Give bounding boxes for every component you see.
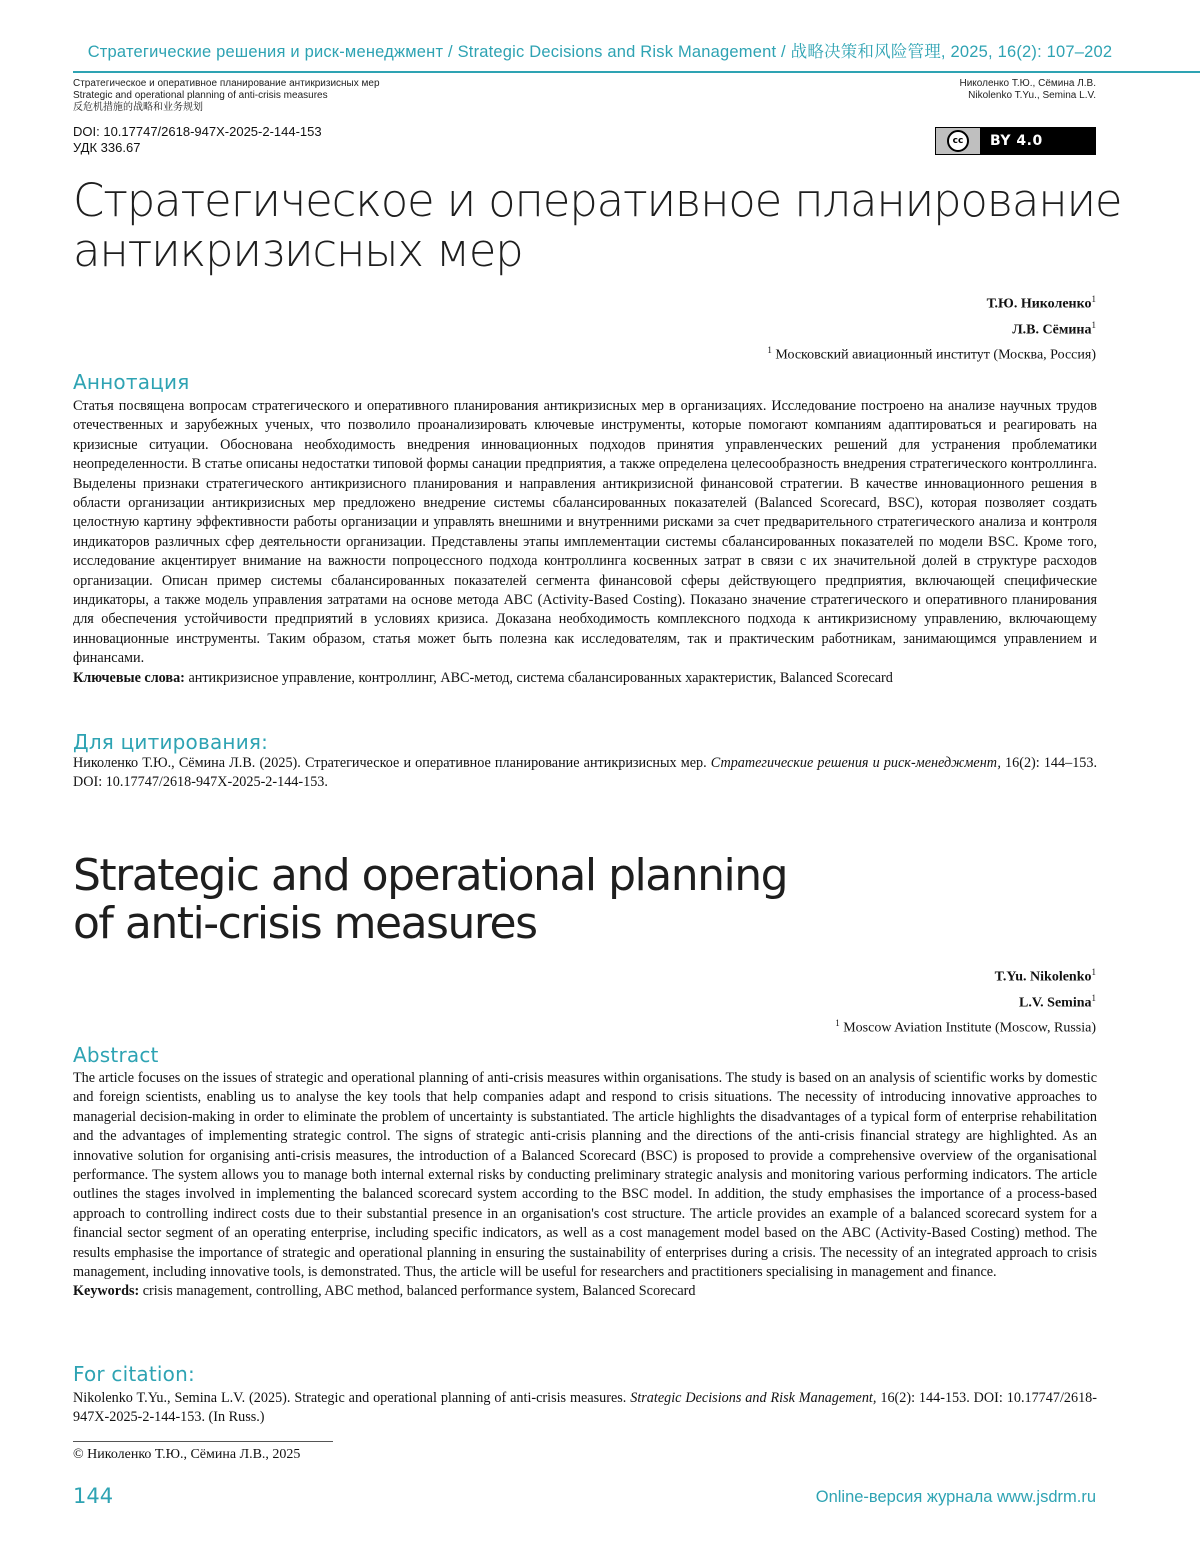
keywords-label-ru: Ключевые слова:	[73, 669, 185, 686]
doi[interactable]: DOI: 10.17747/2618-947X-2025-2-144-153	[73, 124, 322, 139]
short-authors-ru: Николенко Т.Ю., Сёмина Л.В.	[959, 78, 1096, 89]
title-en-line2: of anti-crisis measures	[73, 898, 537, 949]
affiliation-mark: 1	[767, 345, 772, 356]
cc-logo-area	[936, 128, 980, 154]
title-en-line1: Strategic and operational planning	[73, 850, 788, 901]
udk: УДК 336.67	[73, 140, 141, 155]
article-title-ru	[73, 176, 1133, 276]
citation-details-en: 16(2): 144-153. DOI: 10.17747/2618-947X-2025-2-144-153. (In Russ.)	[73, 1390, 1098, 1426]
author-name: T.Yu. Nikolenko	[994, 969, 1092, 985]
title-ru-line1: Стратегическое и оперативное планирование	[73, 174, 1122, 227]
short-title-block	[73, 78, 380, 114]
abstract-ru	[73, 397, 1097, 688]
title-ru-line2: антикризисных мер	[73, 224, 523, 277]
short-title-en: Strategic and operational planning of anti-crisis measures	[73, 90, 328, 101]
creative-commons-icon: cc	[947, 130, 969, 152]
citation-text-en: Nikolenko T.Yu., Semina L.V. (2025). Strategic and operational planning of anti-crisis measures.	[73, 1390, 627, 1406]
page-number: 144	[73, 1484, 114, 1508]
affiliation-mark: 1	[835, 1018, 840, 1029]
authors-ru	[767, 289, 1096, 366]
abstract-heading-ru: Аннотация	[73, 370, 190, 394]
citation-journal-en: Strategic Decisions and Risk Management,	[630, 1390, 877, 1406]
article-title-en	[73, 852, 1133, 948]
abstract-en	[73, 1069, 1097, 1302]
abstract-text-en: The article focuses on the issues of strategic and operational planning of anti-crisis measures within organisations. The study is based on an analysis of scientific works by domestic and foreign scientists, enabling us to analyse the key tools that help companies adapt and respond to crisis situations. The necessity of introducing innovative approaches to managerial decision-making in order to eliminate the problem of uncertainty is substantiated. The article highlights the disadvantages of a typical form of enterprise rehabilitation and the advantages of implementing strategic control. The signs of strategic anti-crisis planning and the directions of the anti-crisis financial strategy are highlighted. As an innovative solution for organising anti-crisis measures, the introduction of a Balanced Scorecard (BSC) is proposed to provide a comprehensive overview of the organisational performance. The system allows you to manage both internal external risks by conducting preliminary strategic analysis and monitoring various performing indicators. The article outlines the stages involved in implementing the balanced scorecard system according to the BSC model. In addition, the study emphasises the importance of a process-based approach to controlling indirect costs due to their substantial presence in an organisation's cost structure. The article provides an example of a balanced scorecard system for a financial sector segment of an operating enterprise, including specific indicators, as well as a cost management model based on the ABC (Activity-Based Costing) method. The results emphasise the importance of strategic and operational planning in ensuring the sustainability of enterprises during a crisis. The necessity of an integrated approach to crisis management, including innovative tools, is demonstrated. Thus, the article will be useful for researchers and practitioners specialising in management and finance.	[73, 1070, 1097, 1281]
citation-text-ru: Николенко Т.Ю., Сёмина Л.В. (2025). Стратегическое и оперативное планирование антикризисных мер.	[73, 755, 707, 771]
keywords-en: crisis management, controlling, ABC method, balanced performance system, Balanced Scorecard	[142, 1283, 696, 1300]
running-head: Стратегические решения и риск-менеджмент / Strategic Decisions and Risk Management / 战略决策和风险管理, 2025, 16(2): 107–202	[87, 43, 1113, 61]
affiliation: Московский авиационный институт (Москва, Россия)	[775, 347, 1096, 363]
header-rule	[73, 71, 1200, 73]
copyright: © Николенко Т.Ю., Сёмина Л.В., 2025	[73, 1447, 301, 1462]
citation-en	[73, 1389, 1097, 1428]
authors-en	[835, 962, 1096, 1039]
keywords-ru: антикризисное управление, контроллинг, ABC-метод, система сбалансированных характеристик, Balanced Scorecard	[188, 669, 893, 686]
citation-details-ru: 16(2): 144–153. DOI: 10.17747/2618-947X-2025-2-144-153.	[73, 755, 1098, 791]
keywords-label-en: Keywords:	[73, 1283, 140, 1300]
short-authors-en: Nikolenko T.Yu., Semina L.V.	[968, 90, 1096, 101]
online-version-link[interactable]: Online-версия журнала www.jsdrm.ru	[815, 1488, 1096, 1506]
short-authors-block	[960, 78, 1097, 102]
affiliation-mark: 1	[1091, 992, 1096, 1003]
affiliation: Moscow Aviation Institute (Moscow, Russia)	[843, 1020, 1096, 1036]
abstract-text-ru: Статья посвящена вопросам стратегического и оперативного планирования антикризисных мер в организациях. Исследование построено на анализе научных трудов отечественных и зарубежных ученых, что позволило проанализировать ключевые инструменты, которые помогают компаниям адаптироваться и реагировать на кризисные ситуации. Обоснована необходимость внедрения инновационных подходов принятия управленческих решений для устранения проблематики неопределенности. В статье описаны недостатки типовой формы санации предприятия, а также определена целесообразность внедрения стратегического контроллинга. Выделены признаки стратегического антикризисного планирования и направления антикризисной финансовой стратегии. В качестве инновационного решения в области организации антикризисных мер предложено внедрение системы сбалансированных показателей (Balanced Scorecard, BSC), которая позволяет создать целостную картину эффективности работы организации и управлять внешними и внутренними рисками за счет предварительного стратегического анализа и контроля индикаторов различных сфер деятельности организации. Представлены этапы имплементации системы сбалансированных показателей по модели BSC. Кроме того, исследование акцентирует внимание на важности попроцессного подхода контроллинга косвенных затрат в связи с их значительной долей в структуре расходов организации. Описан пример системы сбалансированных показателей сегмента финансовой сферы действующего предприятия, включающей специфические индикаторы, а также модель управления затратами на основе метода ABC (Activity-Based Costing). Показано значение стратегического и оперативного планирования для обеспечения устойчивости предприятий в условиях кризиса. Доказана необходимость комплексного подхода к антикризисному управлению, включающему инновационные инструменты. Таким образом, статья может быть полезна как исследователям, так и практическим работникам, занимающимся управлением и финансами.	[73, 398, 1097, 667]
footnote-rule	[73, 1441, 333, 1442]
license-label: BY 4.0	[990, 133, 1043, 149]
doi-block	[73, 124, 322, 156]
author-name: L.V. Semina	[1019, 995, 1092, 1011]
affiliation-mark: 1	[1091, 294, 1096, 304]
abstract-heading-en: Abstract	[73, 1043, 159, 1067]
affiliation-mark: 1	[1091, 319, 1096, 330]
short-title-ru: Стратегическое и оперативное планирование антикризисных мер	[73, 78, 380, 89]
citation-heading-en: For citation:	[73, 1362, 195, 1386]
affiliation-mark: 1	[1091, 967, 1096, 977]
author-name: Л.В. Сёмина	[1012, 322, 1092, 338]
cc-license-badge[interactable]	[935, 127, 1096, 155]
citation-ru	[73, 754, 1097, 793]
citation-journal-ru: Стратегические решения и риск-менеджмент,	[710, 755, 1001, 771]
short-title-zh: 反危机措施的战略和业务规划	[73, 102, 203, 113]
author-name: Т.Ю. Николенко	[986, 296, 1092, 312]
citation-heading-ru: Для цитирования:	[73, 730, 269, 754]
